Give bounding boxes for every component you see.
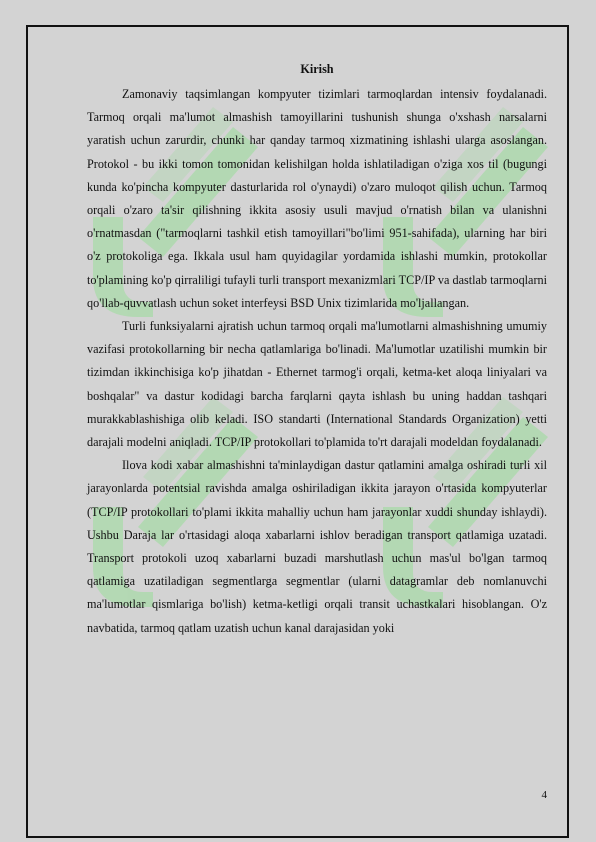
page-number: 4 (541, 789, 547, 801)
document-body (87, 60, 547, 640)
paragraph-3: Ilova kodi xabar almashishni ta'minlaydigan dastur qatlamini amalga oshiradi turli xil jarayonlarda potentsial ravishda amalga oshiriladigan ikkita jarayon o'rtasida kompyuterlar (TCP/IP protokollari to'plami ikkita mahalliy uchun ham jarayonlar xuddi shunday ishlaydi). Ushbu Daraja lar o'rtasidagi aloqa xabarlarni ishlov beradigan transport qatlamiga uzatadi. Transport protokoli uzoq xabarlarni buzadi marshutlash uchun mas'ul bo'lgan tarmoq qatlamiga uzatiladigan segmentlarga segmentlar (ularni datagramlar deb nomlanuvchi ma'lumotlar qismlariga bo'lish) ketma-ketligi orqali transit uchastkalari hisoblangan. O'z navbatida, tarmoq qatlam uzatish uchun kanal darajasidan yoki (87, 458, 547, 635)
paragraph-1: Zamonaviy taqsimlangan kompyuter tizimlari tarmoqlardan intensiv foydalanadi. Tarmoq orqali ma'lumot almashish tamoyillarini tushunish shunga o'xshash narsalarni yaratish uchun zarurdir, chunki har qanday tarmoq xizmatining ishlashi ularga asoslangan. Protokol - bu ikki tomon tomonidan kelishilgan holda ishlatiladigan o'ziga xos til (bugungi kunda ko'pincha kompyuter dasturlarida rol o'ynaydi) o'zaro muloqot qilish uchun. Tarmoq orqali o'zaro ta'sir qilishning ikkita asosiy usuli mavjud o'rnatish bilan va ulanishni o'rnatmasdan ("tarmoqlarni tashkil etish tamoyillari"bo'limi 951-sahifada), ularning har biri o'z protokoliga ega. Ikkala usul ham quyidagilar yordamida ishlashi mumkin, protokollar to'plamining ko'p qirraliligi tufayli turli transport mexanizmlari TCP/IP va dastlab tarmoqlarni qo'llab-quvvatlash uchun soket interfeysi BSD Unix tizimlarida mo'ljallangan. (87, 87, 547, 310)
document-page (26, 25, 569, 838)
page-title: Kirish (300, 62, 334, 76)
paragraph-2: Turli funksiyalarni ajratish uchun tarmoq orqali ma'lumotlarni almashishning umumiy vazifasi protokollarning bir necha qatlamlariga bo'linadi. Ma'lumotlar uzatilishi mumkin bir tizimdan ikkinchisiga ko'p jihatdan - Ethernet tarmog'i orqali, ketma-ket aloqa liniyalari va boshqalar" va dastur kodidagi barcha farqlarni qayta ishlash bu uning haddan tashqari murakkablashishiga olib keladi. ISO standarti (International Standards Organization) yetti darajali modelni aniqladi. TCP/IP protokollari to'plamida to'rt darajali modeldan foydalanadi. (87, 319, 547, 450)
